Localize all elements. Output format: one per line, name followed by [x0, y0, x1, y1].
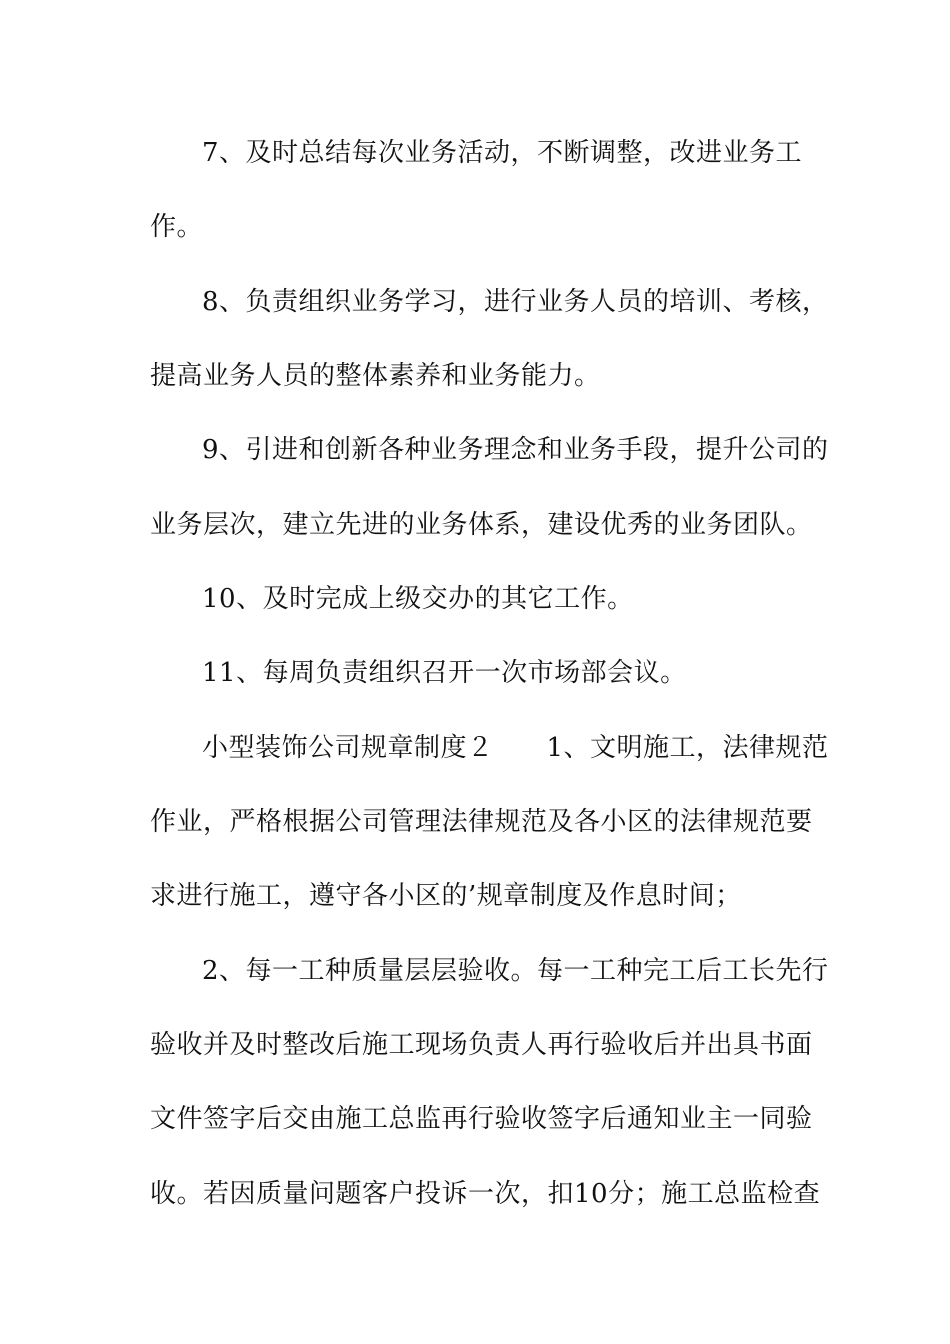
paragraph-11: 11、每周负责组织召开一次市场部会议。: [202, 658, 687, 688]
paragraph-9-line-2: 业务层次，建立先进的业务体系，建设优秀的业务团队。: [150, 510, 813, 540]
section-2-line-2: 作业，严格根据公司管理法律规范及各小区的法律规范要: [150, 807, 813, 837]
paragraph-8-line-1: 8、负责组织业务学习，进行业务人员的培训、考核，: [202, 287, 829, 317]
paragraph-7-line-2: 作。: [150, 212, 204, 242]
rule-2-line-4: 收。若因质量问题客户投诉一次，扣10分；施工总监检查: [150, 1179, 821, 1209]
paragraph-9-line-1: 9、引进和创新各种业务理念和业务手段，提升公司的: [202, 435, 829, 465]
rule-2-line-2: 验收并及时整改后施工现场负责人再行验收后并出具书面: [150, 1030, 813, 1060]
section-2-line-3: 求进行施工，遵守各小区的’规章制度及作息时间；: [150, 881, 742, 911]
rule-2-line-1: 2、每一工种质量层层验收。每一工种完工后工长先行: [202, 956, 829, 986]
paragraph-8-line-2: 提高业务人员的整体素养和业务能力。: [150, 361, 601, 391]
paragraph-7-line-1: 7、及时总结每次业务活动，不断调整，改进业务工: [202, 138, 803, 168]
section-2-line-1: 小型装饰公司规章制度２ 1、文明施工，法律规范: [202, 733, 829, 763]
paragraph-10: 10、及时完成上级交办的其它工作。: [202, 584, 634, 614]
rule-2-line-3: 文件签字后交由施工总监再行验收签字后通知业主一同验: [150, 1104, 813, 1134]
